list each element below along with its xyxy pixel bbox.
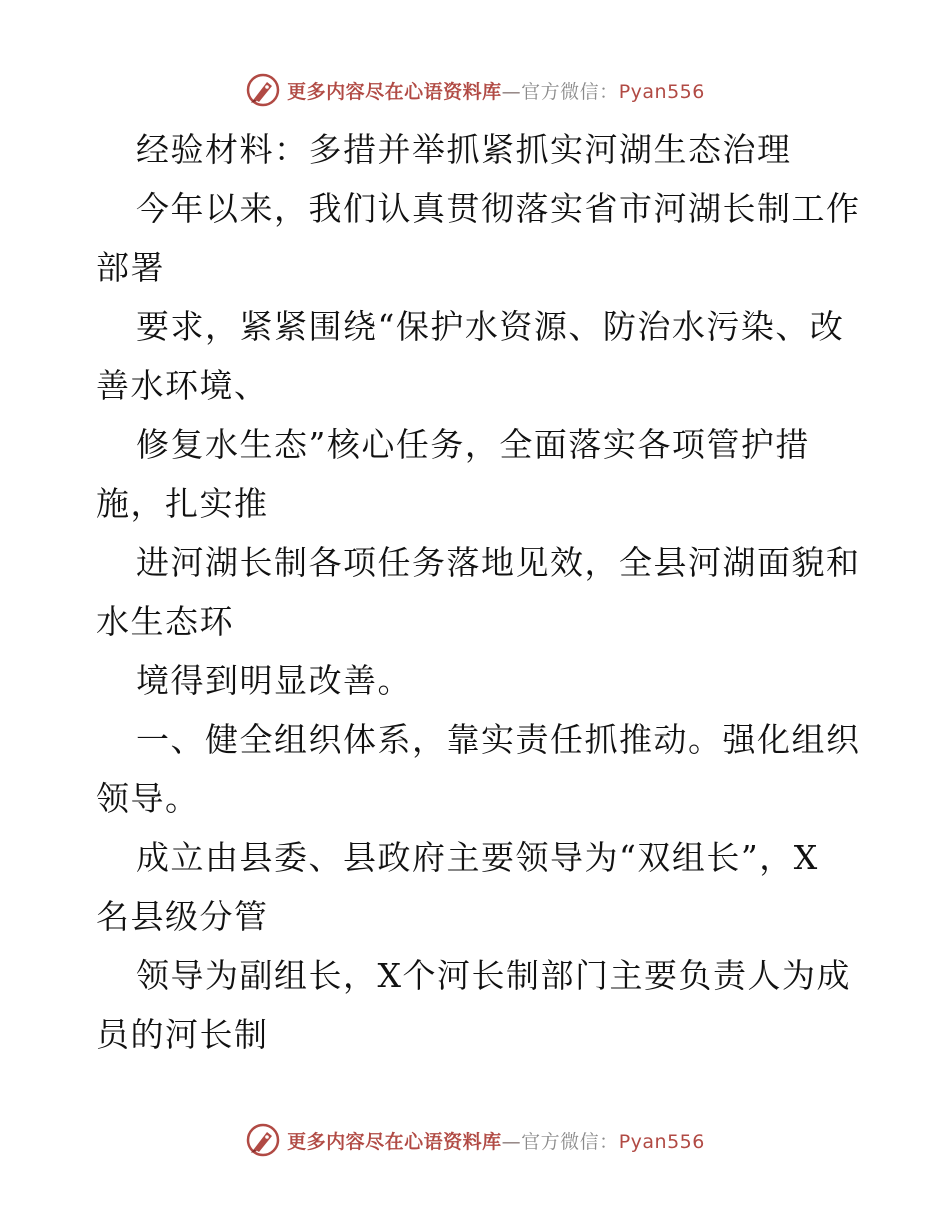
paragraph-line: 员的河长制 <box>96 1015 269 1054</box>
header-watermark-banner <box>0 70 950 110</box>
watermark-dash: — <box>501 1130 522 1153</box>
watermark-dash: — <box>501 80 522 103</box>
document-body <box>96 120 861 1064</box>
paragraph-line: 部署 <box>96 248 165 287</box>
watermark-brand: 更多内容尽在心语资料库 <box>287 80 502 103</box>
document-title: 经验材料：多措并举抓紧抓实河湖生态治理 <box>136 130 792 169</box>
paragraph-line: 施，扎实推 <box>96 484 269 523</box>
footer-watermark-banner <box>0 1120 950 1160</box>
section-heading-line: 一、健全组织体系，靠实责任抓推动。强化组织 <box>136 720 861 759</box>
paragraph-line: 水生态环 <box>96 602 234 641</box>
watermark-text <box>287 77 705 104</box>
paragraph-line: 领导为副组长，X个河长制部门主要负责人为成 <box>136 956 851 995</box>
paragraph-line: 名县级分管 <box>96 897 269 936</box>
watermark-wechat-label: 官方微信： <box>521 80 619 103</box>
paragraph-line: 善水环境、 <box>96 366 269 405</box>
watermark-wechat-id: Pyan556 <box>618 80 705 103</box>
pen-nib-logo-icon <box>245 72 281 108</box>
paragraph-line: 进河湖长制各项任务落地见效，全县河湖面貌和 <box>136 543 861 582</box>
paragraph-line: 境得到明显改善。 <box>136 661 412 700</box>
paragraph-line: 要求，紧紧围绕“保护水资源、防治水污染、改 <box>136 307 845 346</box>
paragraph-line: 今年以来，我们认真贯彻落实省市河湖长制工作 <box>136 189 861 228</box>
paragraph-line: 修复水生态”核心任务，全面落实各项管护措 <box>136 425 810 464</box>
watermark-text <box>287 1127 705 1154</box>
watermark-brand: 更多内容尽在心语资料库 <box>287 1130 502 1153</box>
paragraph-line: 领导。 <box>96 779 200 818</box>
pen-nib-logo-icon <box>245 1122 281 1158</box>
watermark-wechat-id: Pyan556 <box>618 1130 705 1153</box>
paragraph-line: 成立由县委、县政府主要领导为“双组长”，X <box>136 838 819 877</box>
watermark-wechat-label: 官方微信： <box>521 1130 619 1153</box>
